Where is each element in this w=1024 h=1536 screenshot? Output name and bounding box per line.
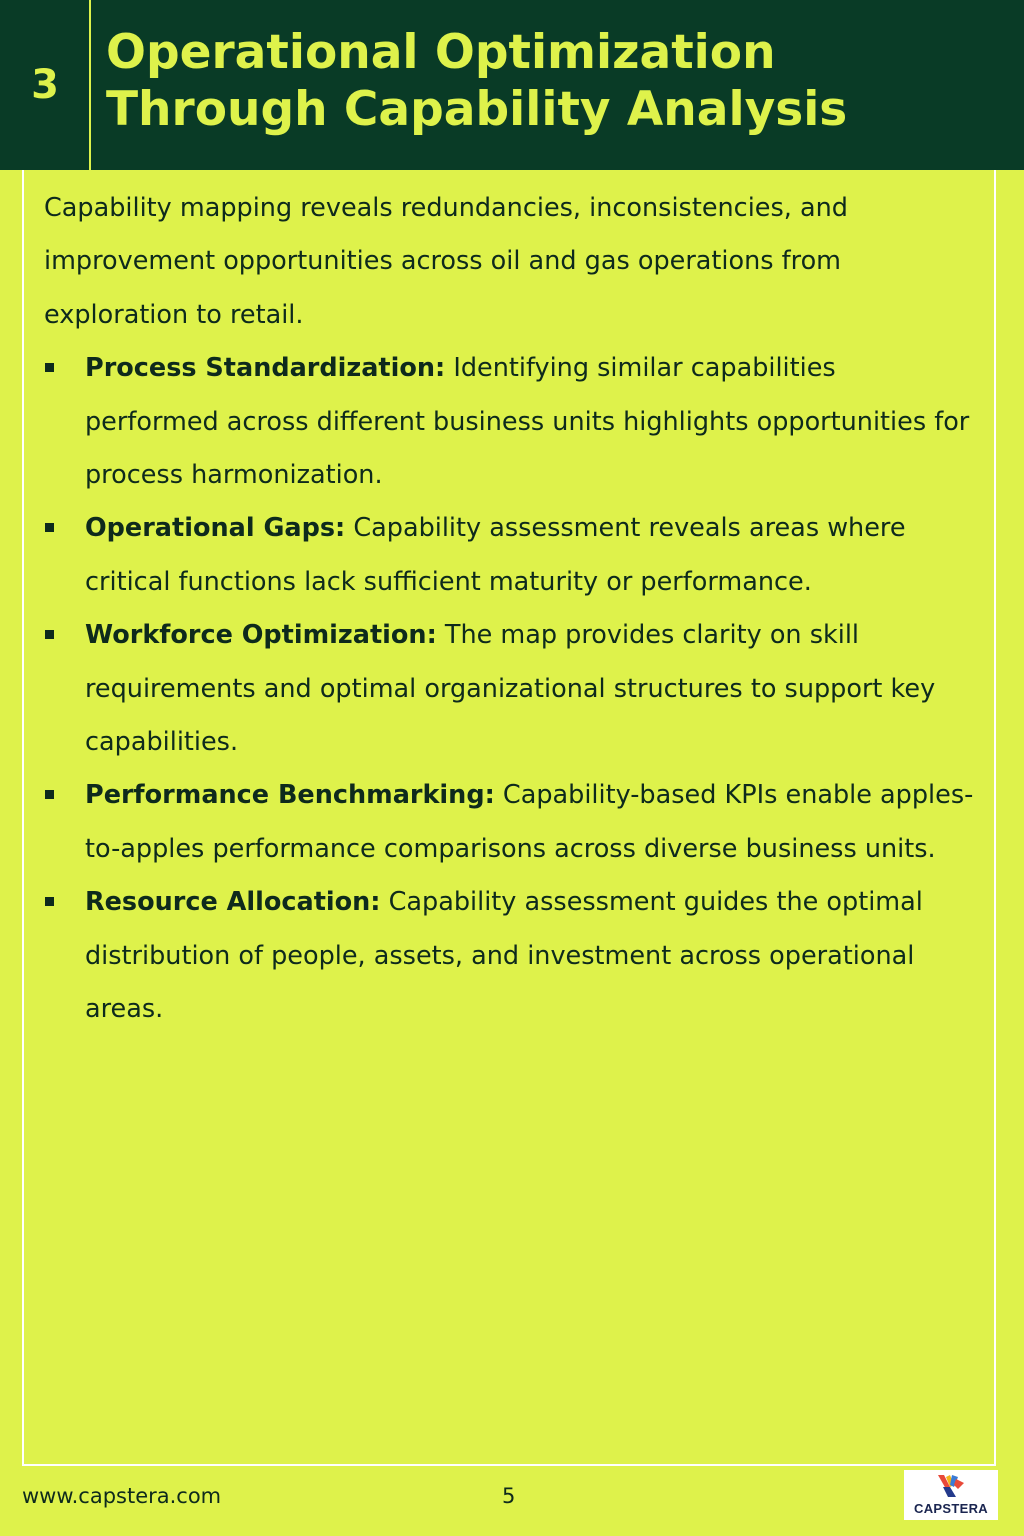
logo-text: CAPSTERA [914, 1501, 988, 1516]
bullet-text: Identifying similar capabilities performed across different business units highlights opportunities for process harmonization. [85, 353, 970, 491]
list-item [44, 502, 974, 609]
bullet-term: Resource Allocation: [85, 887, 381, 918]
bullet-term: Operational Gaps: [85, 513, 346, 544]
page-number: 5 [502, 1484, 516, 1508]
bullet-term: Workforce Optimization: [85, 620, 437, 651]
capstera-logo [904, 1470, 998, 1520]
list-item [44, 876, 974, 1036]
list-item [44, 609, 974, 769]
square-bullet-icon [45, 790, 54, 799]
bullet-text: Capability-based KPIs enable apples-to-apples performance comparisons across diverse business units. [85, 780, 974, 864]
bullet-text: Capability assessment guides the optimal distribution of people, assets, and investment across operational areas. [85, 887, 923, 1025]
square-bullet-icon [45, 523, 54, 532]
header-divider [89, 0, 91, 170]
bullet-term: Performance Benchmarking: [85, 780, 495, 811]
bullet-text: The map provides clarity on skill requirements and optimal organizational structures to support key capabilities. [85, 620, 936, 758]
bullet-text: Capability assessment reveals areas where critical functions lack sufficient maturity or performance. [85, 513, 906, 597]
list-item [44, 342, 974, 502]
bullet-term: Process Standardization: [85, 353, 446, 384]
square-bullet-icon [45, 363, 54, 372]
header-bar [0, 0, 1024, 170]
content-body [44, 182, 974, 1037]
list-item [44, 769, 974, 876]
section-number: 3 [31, 62, 59, 108]
square-bullet-icon [45, 897, 54, 906]
capstera-logo-icon [934, 1473, 968, 1499]
intro-paragraph: Capability mapping reveals redundancies, inconsistencies, and improvement opportunities across oil and gas operations from exploration to retail. [44, 193, 848, 330]
square-bullet-icon [45, 630, 54, 639]
footer-website-link[interactable]: www.capstera.com [22, 1484, 222, 1508]
page-title: Operational Optimization Through Capability Analysis [106, 25, 848, 137]
bullet-list [44, 342, 974, 1036]
